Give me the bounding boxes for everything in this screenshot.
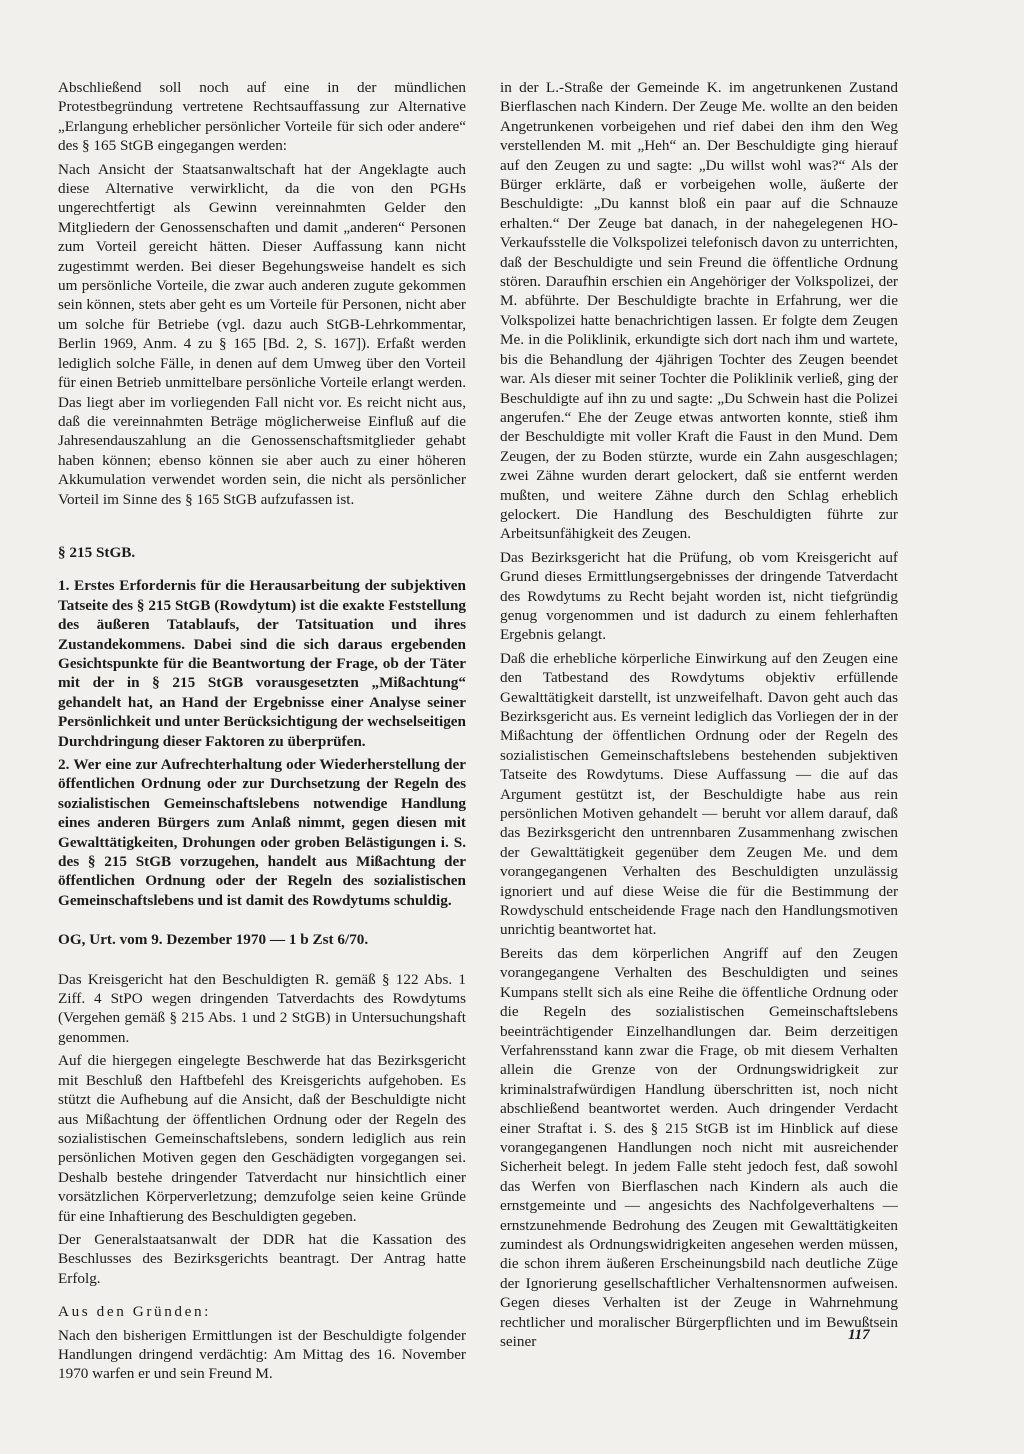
paragraph-prosecution-view: Nach Ansicht der Staatsanwaltschaft hat der Angeklagte auch diese Alternative verwirklicht, da die von den PGHs ungerechtfertigt als Gewinn vereinnahmten Gelder den Mitgliedern der Genossenschaften und damit „anderen“ Personen zum Vorteil gereicht hätten. Dieser Auffassung kann nicht zugestimmt werden. Bei dieser Begehungsweise handelt es sich um persönliche Vorteile, die zwar auch anderen zugute gekommen sein können, stets aber geht es um Vorteile für Personen, nicht aber um solche für Betriebe (vgl. dazu auch StGB-Lehrkommentar, Berlin 1969, Anm. 4 zu § 165 [Bd. 2, S. 167]). Erfaßt werden lediglich solche Fälle, in denen auf dem Umweg über den Vorteil für einen Betrieb unmittelbare persönliche Vorteile erlangt werden. Das liegt aber im vorliegenden Fall nicht vor. Es reicht nicht aus, daß die vereinnahmten Beträge möglicherweise Einfluß auf die Jahresendauszahlung an die Genossenschaftsmitglieder gehabt haben können; ebenso können sie aber auch zu einer höheren Akkumulation verwendet worden sein, die nicht als persönlicher Vorteil im Sinne des § 165 StGB aufzufassen ist. (58, 160, 466, 508)
section-heading: § 215 StGB. (58, 543, 136, 561)
paragraph-prior-conduct: Bereits das dem körperlichen Angriff auf den Zeugen vorangegangene Verhalten des Beschuldigten und seines Kumpans stellt sich als eine Reihe die öffentliche Ordnung oder die Regeln des sozialistischen Gemeinschaftslebens beeinträchtigender Einzelhandlungen dar. Beim derzeitigen Verfahrensstand kann zwar die Frage, ob mit diesem Verhalten allein die Grenze von der Ordnungswidrigkeit zur kriminalstrafwürdigen Handlung überschritten ist, noch nicht abschließend beantwortet werden. Auch dringender Verdacht einer Straftat i. S. des § 215 StGB ist im Hinblick auf diese vorangegangenen Handlungen noch nicht mit ausreichender Sicherheit belegt. In jedem Falle steht jedoch fest, daß sowohl das Werfen von Bierflaschen nach Kindern als auch die ernstgemeinte und — angesichts des Nachfolgeverhaltens — ernstzunehmende Bedrohung des Zeugen mit Gewalttätigkeiten zumindest als Ordnungswidrigkeiten angesehen werden müssen, die schon ihrem äußeren Erscheinungsbild nach deutliche Züge der Ignorierung gesellschaftlicher Verhaltensnormen aufweisen. Gegen dieses Verhalten ist der Zeuge in Wahrnehmung rechtlicher und moralischer Bürgerpflichten und im Bewußtsein seiner (500, 944, 898, 1350)
paragraph-cassation: Der Generalstaatsanwalt der DDR hat die Kassation des Beschlusses des Bezirksgerichts beantragt. Der Antrag hatte Erfolg. (58, 1230, 466, 1287)
case-citation: OG, Urt. vom 9. Dezember 1970 — 1 b Zst 6/70. (58, 931, 369, 949)
reasons-heading: Aus den Gründen: (58, 1303, 211, 1321)
left-column (58, 78, 466, 1388)
paragraph-facts: in der L.-Straße der Gemeinde K. im angetrunkenen Zustand Bierflaschen nach Kindern. Der Zeuge Me. wollte an den beiden Angetrunkenen vorbeigehen und rief dabei den ihm den Weg verstellenden M. mit „Heh“ an. Der Beschuldigte ging hierauf auf den Zeugen zu und sagte: „Du willst wohl was?“ Als der Bürger erklärte, daß er vorbeigehen wolle, äußerte der Beschuldigte: „Du kannst bloß ein paar auf die Schnauze erhalten.“ Der Zeuge bat danach, in der nahegelegenen HO-Verkaufsstelle die Volkspolizei telefonisch davon zu unterrichten, daß der Beschuldigte und sein Freund die öffentliche Ordnung stören. Daraufhin erschien ein Angehöriger der Volkspolizei, der M. abführte. Der Beschuldigte brachte in Erfahrung, wer die Volkspolizei hatte benachrichtigen lassen. Er folgte dem Zeugen Me. in die Poliklinik, erkundigte sich dort nach ihm und wartete, bis die Behandlung der 4jährigen Tochter des Zeugen beendet war. Als dieser mit seiner Tochter die Poliklinik verließ, ging der Beschuldigte auf ihn zu und sagte: „Du Schwein hast die Polizei angerufen.“ Ehe der Zeuge etwas antworten konnte, stieß ihm der Beschuldigte mit voller Kraft die Faust in den Mund. Dem Zeugen, der zu Boden stürzte, wurde ein Zahn ausgeschlagen; zwei Zähne wurden derart gelockert, daß sie entfernt werden mußten, und weitere Zähne durch den Schlag erheblich gelockert. Die Handlung des Beschuldigten führte zur Arbeitsunfähigkeit des Zeugen. (500, 79, 898, 543)
headnote-2: 2. Wer eine zur Aufrechterhaltung oder Wiederherstellung der öffentlichen Ordnung oder zur Durchsetzung der Regeln des sozialistischen Gemeinschaftslebens notwendige Handlung eines anderen Bürgers zum Anlaß nimmt, gegen diesen mit Gewalttätigkeiten, Drohungen oder groben Belästigungen i. S. des § 215 StGB vorzugehen, handelt aus Mißachtung der öffentlichen Ordnung oder der Regeln des sozialistischen Gemeinschaftslebens und ist damit des Rowdytums schuldig. (58, 756, 466, 909)
page-number: 117 (848, 1327, 870, 1343)
paragraph-review: Das Bezirksgericht hat die Prüfung, ob vom Kreisgericht auf Grund dieses Ermittlungsergebnisses der dringende Tatverdacht des Rowdytums zu Recht bejaht worden ist, nicht tiefgründig genug vorgenommen und ist dadurch zu einem fehlerhaften Ergebnis gelangt. (500, 548, 898, 644)
headnote-1: 1. Erstes Erfordernis für die Herausarbeitung der subjektiven Tatseite des § 215 StGB (Rowdytum) ist die exakte Feststellung des äußeren Tatablaufs, der Tatsituation und ihres Zustandekommens. Dabei sind die sich daraus ergebenden Gesichtspunkte für die Beantwortung der Frage, ob der Täter mit der in § 215 StGB vorausgesetzten „Mißachtung“ gehandelt hat, an Hand der Ergebnisse einer Analyse seiner Persönlichkeit und unter Berücksichtigung der wechselseitigen Durchdringung dieser Faktoren zu überprüfen. (58, 577, 466, 750)
paragraph-protest: Abschließend soll noch auf eine in der mündlichen Protestbegründung vertretene Rechtsauffassung zur Alternative „Erlangung erheblicher persönlicher Vorteile für sich oder andere“ des § 165 StGB eingegangen werden: (58, 79, 466, 155)
paragraph-appeal: Auf die hiergegen eingelegte Beschwerde hat das Bezirksgericht mit Beschluß den Haftbefehl des Kreisgerichts aufgehoben. Es stützt die Aufhebung auf die Ansicht, daß der Beschuldigte nicht aus Mißachtung der öffentlichen Ordnung oder der Regeln des sozialistischen Gemeinschaftslebens, sondern lediglich aus rein persönlichen Motiven gegen den Geschädigten vorgegangen sei. Deshalb bestehe dringender Tatverdacht nur hinsichtlich einer vorsätzlichen Körperverletzung; demzufolge seien keine Gründe für eine Inhaftierung des Beschuldigten gegeben. (58, 1052, 466, 1225)
paragraph-investigation: Nach den bisherigen Ermittlungen ist der Beschuldigte folgender Handlungen dringend verdächtig: Am Mittag des 16. November 1970 warfen er und sein Freund M. (58, 1326, 466, 1383)
paragraph-violence: Daß die erhebliche körperliche Einwirkung auf den Zeugen eine den Tatbestand des Rowdytums objektiv erfüllende Gewalttätigkeit darstellt, ist unzweifelhaft. Davon geht auch das Bezirksgericht aus. Es verneint lediglich das Vorliegen der in der Mißachtung der öffentlichen Ordnung oder der Regeln des sozialistischen Gemeinschaftslebens bestehenden subjektiven Tatseite des Rowdytums. Diese Auffassung — die auf das Argument gestützt ist, der Beschuldigte habe aus rein persönlichen Motiven gehandelt — beruht vor allem darauf, daß das Bezirksgericht den untrennbaren Zusammenhang zwischen der Gewalttätigkeit gegenüber dem Zeugen Me. und dem vorangegangenen Verhalten des Beschuldigten unzulässig ignoriert und auf diese Weise die für die Bestimmung der Rowdyschuld entscheidende Frage nach den Handlungsmotiven unrichtig beantwortet hat. (500, 649, 898, 939)
paragraph-district-court: Das Kreisgericht hat den Beschuldigten R. gemäß § 122 Abs. 1 Ziff. 4 StPO wegen dringenden Tatverdachts des Rowdytums (Vergehen gemäß § 215 Abs. 1 und 2 StGB) in Untersuchungshaft genommen. (58, 970, 466, 1046)
right-column (500, 78, 898, 1355)
